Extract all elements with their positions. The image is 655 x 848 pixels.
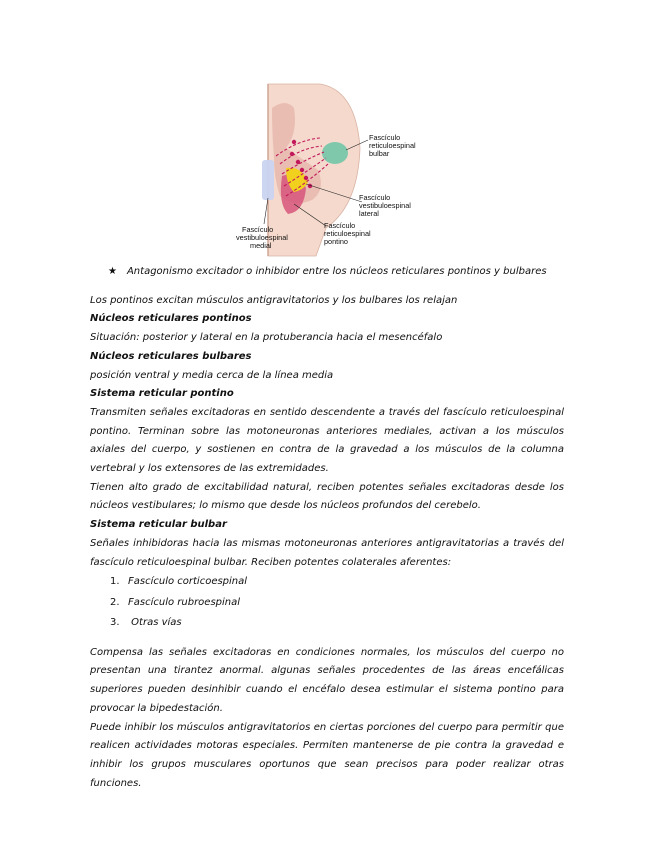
afferent-list bbox=[90, 572, 564, 634]
document-body bbox=[90, 263, 564, 793]
label-vest-lateral: Fascículo vestibuloespinal lateral bbox=[359, 193, 411, 218]
star-icon: ★ bbox=[108, 266, 117, 277]
label-pontino: Fascículo reticuloespinal pontino bbox=[324, 221, 371, 246]
bullet-item bbox=[90, 263, 564, 282]
spinal-cord-figure bbox=[228, 78, 428, 258]
vest-medial-tract bbox=[262, 160, 274, 200]
heading-pontinos: Núcleos reticulares pontinos bbox=[90, 313, 252, 325]
heading-bulbares: Núcleos reticulares bulbares bbox=[90, 350, 252, 362]
label-vest-medial: Fascículo vestibuloespinal medial bbox=[236, 225, 288, 250]
paragraph-final-1: Compensa las señales excitadoras en condiciones normales, los músculos del cuerpo no presentan una tirantez anormal. algunas señales procedentes de las áreas encefálicas superiores pueden desinhibir cuando el encéfalo desea estimular el sistema pontino para provocar la bipedestación. bbox=[90, 646, 564, 714]
heading-sistema-pontino: Sistema reticular pontino bbox=[90, 388, 234, 400]
heading-sistema-bulbar: Sistema reticular bulbar bbox=[90, 519, 227, 531]
paragraph-sistema-bulbar: Señales inhibidoras hacia las mismas motoneuronas anteriores antigravitatorias a través del fascículo reticuloespinal bulbar. Reciben potentes colaterales aferentes: bbox=[90, 537, 564, 568]
list-item: 3. Otras vías bbox=[110, 617, 182, 629]
paragraph-pontinos: Situación: posterior y lateral en la protuberancia hacia el mesencéfalo bbox=[90, 332, 443, 344]
label-bulbar: Fascículo reticuloespinal bulbar bbox=[369, 133, 416, 158]
paragraph-sistema-pontino-2: Tienen alto grado de excitabilidad natural, reciben potentes señales excitadoras desde los núcleos vestibulares; lo mismo que desde los núcleos profundos del cerebelo. bbox=[90, 481, 564, 512]
bulbar-tract bbox=[322, 142, 348, 164]
bullet-text: Antagonismo excitador o inhibidor entre los núcleos reticulares pontinos y bulbares bbox=[126, 266, 547, 277]
list-item: 2. Fascículo rubroespinal bbox=[110, 596, 241, 608]
paragraph-sistema-pontino-1: Transmiten señales excitadoras en sentido descendente a través del fascículo reticuloespinal pontino. Terminan sobre las motoneuronas anteriores mediales, activan a los músculos axiales del cuerpo, y sostienen en contra de la gravedad a los músculos de la columna vertebral y los extensores de las extremidades. bbox=[90, 406, 564, 475]
list-item: 1. Fascículo corticoespinal bbox=[110, 576, 248, 588]
paragraph-final-2: Puede inhibir los músculos antigravitatorios en ciertas porciones del cuerpo para permitir que realicen actividades motoras especiales. Permiten mantenerse de pie contra la gravedad e inhibir los grupos musculares oportunos que sean precisos para poder realizar otras funciones. bbox=[90, 721, 564, 789]
intro-text: Los pontinos excitan músculos antigravitatorios y los bulbares los relajan bbox=[90, 294, 458, 306]
paragraph-bulbares: posición ventral y media cerca de la línea media bbox=[90, 369, 334, 381]
